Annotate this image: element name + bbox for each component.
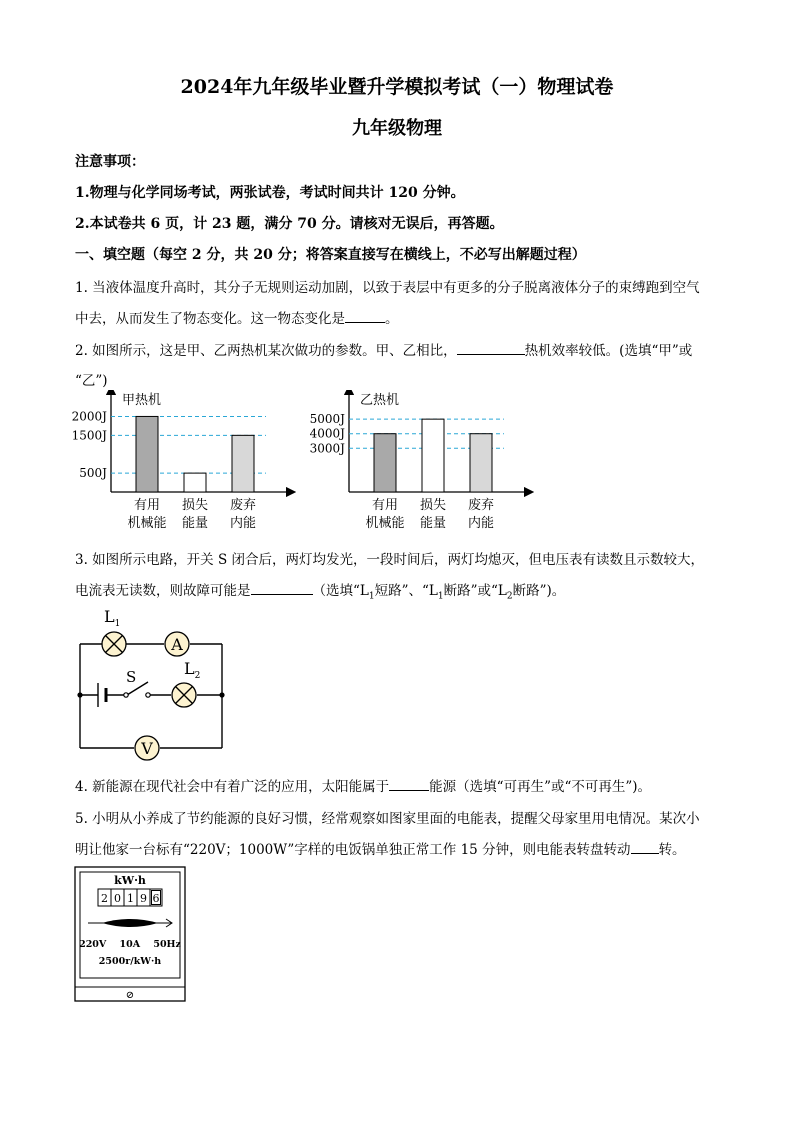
lamp-l2-label (184, 659, 200, 681)
question-3-line1: 3. 如图所示电路，开关 S 闭合后，两灯均发光，一段时间后，两灯均熄灭，但电压表有读数且示数较大， (75, 552, 705, 568)
meter-digit: 2 (101, 892, 108, 905)
meter-digit: 9 (140, 892, 147, 905)
chart-title: 乙热机 (360, 393, 400, 408)
category-label: 有用 (371, 498, 399, 513)
question-4-text-end: 能源（选填“可再生”或“不可再生”)。 (429, 779, 652, 795)
category-label: 机械能 (127, 516, 167, 531)
switch-label: S (126, 668, 137, 686)
ammeter-label: A (171, 635, 183, 654)
tick-label: 4000J (309, 426, 345, 441)
lamp-subscript: 2 (194, 671, 201, 681)
answer-blank[interactable] (345, 308, 385, 323)
category-label: 有用 (133, 498, 161, 513)
question-3-option: 断路”或“L (443, 583, 507, 599)
switch-contact (146, 693, 150, 697)
question-1-text: 中去，从而发生了物态变化。这一物态变化是 (75, 311, 345, 327)
notes-item: 1.物理与化学同场考试，两张试卷，考试时间共计 120 分钟。 (75, 185, 465, 201)
chart-engine-yi (310, 390, 529, 531)
bar (232, 435, 254, 492)
notes-heading: 注意事项： (75, 154, 145, 170)
junction-dot (219, 692, 224, 697)
bar (136, 416, 158, 492)
question-5-text: 明让他家一台标有“220V；1000W”字样的电饭锅单独正常工作 15 分钟，则电能表转盘转动 (75, 842, 631, 858)
question-3-option: 断路”)。 (512, 583, 566, 599)
switch-contact (124, 693, 128, 697)
bar (184, 473, 206, 492)
lamp-letter: L (104, 607, 115, 626)
lamp-l1-label (104, 607, 120, 629)
category-label: 能量 (419, 516, 447, 531)
meter-unit: kW·h (114, 874, 146, 887)
question-5-line1: 5. 小明从小养成了节约能源的良好习惯，经常观察如图家里面的电能表，提醒父母家里用电情况。某次小 (75, 811, 700, 827)
question-2-line1 (75, 339, 692, 359)
bar (374, 434, 396, 492)
category-label: 废弃 (467, 498, 495, 513)
question-2-line2: “乙”) (75, 373, 108, 389)
answer-blank[interactable] (457, 340, 525, 355)
question-3-text: 电流表无读数，则故障可能是 (75, 583, 251, 599)
question-2-text: 2. 如图所示，这是甲、乙两热机某次做功的参数。甲、乙相比， (75, 343, 457, 359)
meter-specs: 220V 10A 50Hz (79, 939, 181, 950)
meter-constant: 2500r/kW·h (98, 956, 162, 967)
question-2-text-end: 热机效率较低。(选填“甲”或 (524, 343, 693, 359)
answer-blank[interactable] (631, 839, 659, 854)
tick-label: 2000J (71, 409, 107, 424)
category-label: 机械能 (365, 516, 405, 531)
meter-digit: 0 (114, 892, 121, 905)
tick-label: 500J (79, 466, 107, 481)
meter-digit: 1 (127, 892, 134, 905)
chart-engine-jia (72, 390, 291, 531)
junction-dot (77, 692, 82, 697)
meter-seal-icon: ⊘ (125, 990, 135, 1001)
subscript: 1 (368, 591, 375, 602)
category-label: 废弃 (229, 498, 257, 513)
subscript: 2 (506, 591, 513, 602)
lamp-subscript: 1 (114, 619, 121, 629)
question-3-option: 短路”、“L (374, 583, 438, 599)
question-5-text-end: 转。 (658, 842, 686, 858)
meter-digit: 6 (152, 892, 160, 905)
category-label: 内能 (229, 516, 257, 531)
bar (470, 434, 492, 492)
tick-label: 5000J (309, 412, 345, 427)
category-label: 内能 (467, 516, 495, 531)
answer-blank[interactable] (389, 776, 429, 791)
lamp-letter: L (184, 659, 195, 678)
category-label: 能量 (181, 516, 209, 531)
question-1-line1: 1. 当液体温度升高时，其分子无规则运动加剧，以致于表层中有更多的分子脱离液体分子的束缚跑到空气 (75, 280, 700, 296)
question-5-line2 (75, 838, 686, 858)
chart-title: 甲热机 (122, 393, 162, 408)
exam-title: 2024年九年级毕业暨升学模拟考试（一）物理试卷 (180, 76, 614, 98)
heat-engine-charts (70, 390, 710, 545)
category-label: 损失 (419, 498, 447, 513)
answer-blank[interactable] (251, 580, 313, 595)
voltmeter-label: V (141, 739, 153, 758)
section-heading: 一、填空题（每空 2 分，共 20 分；将答案直接写在横线上，不必写出解题过程） (75, 247, 586, 263)
question-1-end: 。 (385, 311, 399, 327)
electric-meter (70, 862, 192, 1007)
notes-item: 2.本试卷共 6 页，计 23 题，满分 70 分。请核对无误后，再答题。 (75, 216, 504, 232)
question-1-line2 (75, 307, 399, 327)
tick-label: 1500J (71, 428, 107, 443)
category-label: 损失 (181, 498, 209, 513)
subscript: 1 (437, 591, 444, 602)
exam-subtitle: 九年级物理 (352, 118, 442, 139)
question-3-option: （选填“L (312, 583, 369, 599)
question-4-text: 4. 新能源在现代社会中有着广泛的应用，太阳能属于 (75, 779, 390, 795)
question-3-line2 (75, 579, 565, 602)
question-4-line1 (75, 775, 651, 795)
tick-label: 3000J (309, 441, 345, 456)
bar (422, 419, 444, 492)
circuit-diagram (70, 600, 240, 770)
